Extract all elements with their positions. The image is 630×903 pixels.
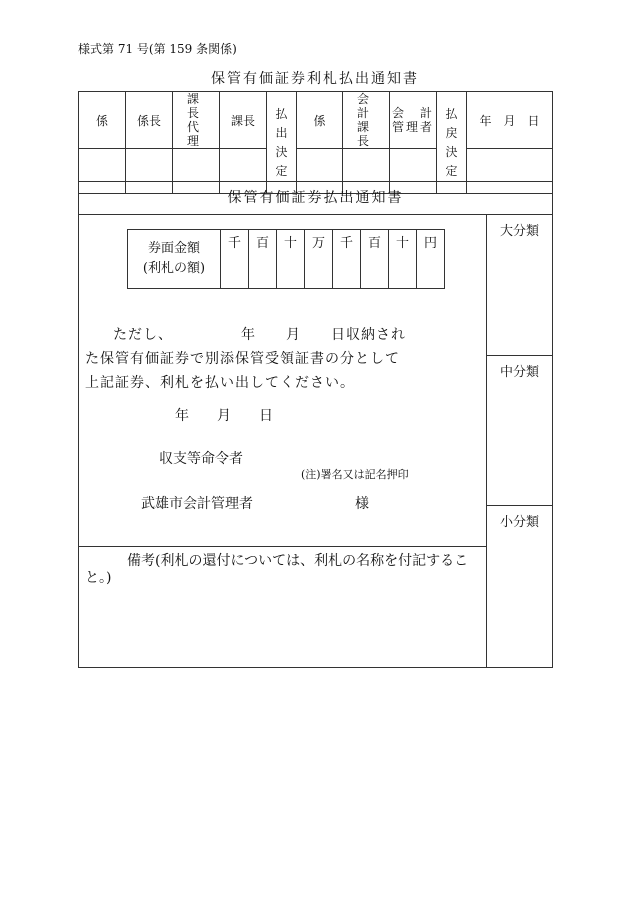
classification-medium: 中分類: [487, 356, 552, 506]
digit-cell-ten[interactable]: 十: [389, 230, 417, 289]
digit-cell-hundred[interactable]: 百: [361, 230, 389, 289]
addressee: 武雄市会計管理者: [141, 496, 253, 512]
notice-box: [78, 181, 553, 668]
body-line-3: 上記証券、利札を払い出してください。: [85, 375, 355, 391]
payout-decision-char-2: 出: [275, 125, 288, 140]
approval-table: [78, 91, 553, 194]
body-line-1: ただし、 年 月 日収納され: [113, 327, 406, 343]
approval-payout-decision-header: [267, 92, 297, 194]
remarks-box: [79, 546, 486, 667]
accounting-manager-line1: 会 計: [356, 92, 394, 120]
treasurer-line1: 会 計: [391, 106, 434, 120]
approval-manager-header: 課長: [220, 92, 267, 149]
classification-small: 小分類: [499, 515, 539, 530]
digit-cell-yen[interactable]: 円: [417, 230, 445, 289]
amount-label-line1: 券面金額: [147, 241, 200, 256]
approval-staff-header: 係: [79, 92, 126, 149]
remarks-text: 備考(利札の還付については、利札の名称を付記すること。): [85, 553, 469, 586]
amount-label: [128, 230, 221, 289]
refund-decision-char-3: 決: [445, 144, 458, 159]
payout-decision-char-3: 決: [275, 144, 288, 159]
approval-deputy-manager-line1: 課 長: [186, 92, 224, 120]
notice-title: 保管有価証券払出通知書: [79, 182, 552, 215]
payout-decision-char-1: 払: [275, 106, 288, 121]
form-number: 様式第 71 号(第 159 条関係): [78, 42, 237, 56]
classification-large: 大分類: [487, 215, 552, 356]
digit-cell-million[interactable]: 百: [249, 230, 277, 289]
treasurer-line2: 管理者: [391, 120, 434, 134]
issue-date-line: 年 月 日: [175, 408, 273, 424]
refund-decision-char-4: 定: [445, 163, 458, 178]
digit-cell-ten-million[interactable]: 千: [221, 230, 249, 289]
digit-cell-hundred-thousand[interactable]: 十: [277, 230, 305, 289]
refund-decision-char-2: 戻: [445, 125, 458, 140]
refund-decision-char-1: 払: [445, 106, 458, 121]
approval-date-header: 年 月 日: [467, 92, 553, 149]
body-line-2: た保管有価証券で別添保管受領証書の分として: [85, 351, 400, 367]
amount-label-line2: (利札の額): [142, 261, 206, 276]
approval-accounting-staff-header: 係: [297, 92, 343, 149]
signature-note: (注)署名又は記名押印: [301, 468, 409, 481]
document-title: 保管有価証券利札払出通知書: [211, 71, 419, 87]
classification-column: [486, 215, 552, 667]
amount-table: [127, 229, 445, 289]
digit-cell-ten-thousand[interactable]: 万: [305, 230, 333, 289]
digit-cell-thousand[interactable]: 千: [333, 230, 361, 289]
payout-decision-char-4: 定: [275, 163, 288, 178]
approval-deputy-manager-header: [173, 92, 224, 149]
approval-accounting-manager-header: [343, 92, 394, 149]
approval-chief-header: 係長: [126, 92, 173, 149]
accounting-manager-line2: 課 長: [356, 120, 394, 148]
issuer-label: 収支等命令者: [159, 451, 243, 467]
approval-treasurer-header: [390, 92, 437, 149]
approval-deputy-manager-line2: 代 理: [186, 120, 224, 148]
approval-refund-decision-header: [437, 92, 467, 194]
honorific: 様: [355, 496, 369, 512]
